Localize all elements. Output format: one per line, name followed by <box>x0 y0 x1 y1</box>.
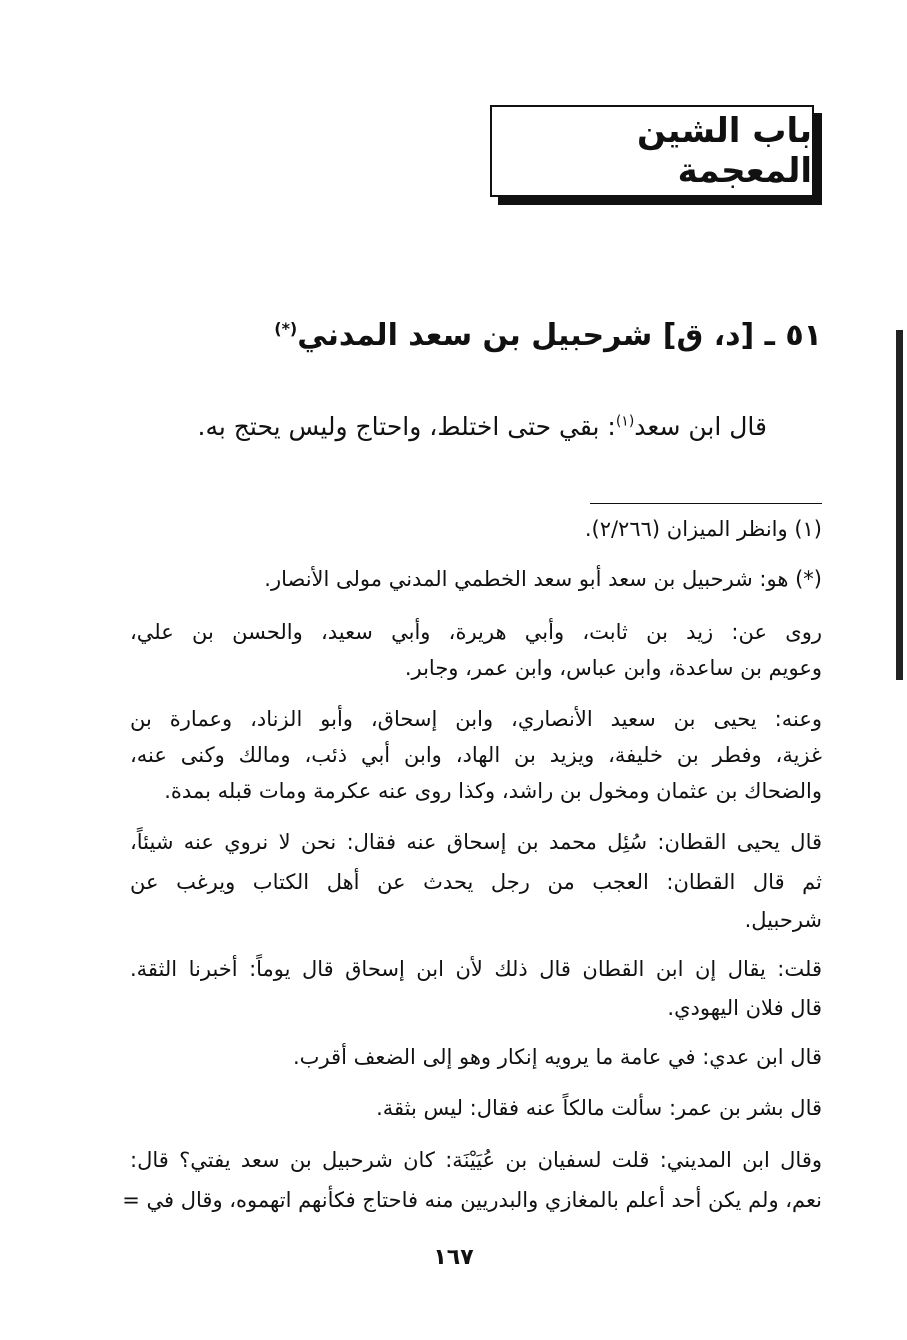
qattan-line-2: ثم قال القطان: العجب من رجل يحدث عن أهل الكتاب ويرغب عن <box>130 870 822 894</box>
madini-line-1: وقال ابن المديني: قلت لسفيان بن عُيَيْنَة: كان شرحبيل بن سعد يفتي؟ قال: <box>130 1148 822 1172</box>
anhu-line-3: والضحاك بن عثمان ومخول بن راشد، وكذا روى عنه عكرمة ومات قبله بمدة. <box>164 779 822 803</box>
page-number: ١٦٧ <box>433 1245 474 1270</box>
madini-line-2: نعم، ولم يكن أحد أعلم بالمغازي والبدريين منه فاحتاج فكأنهم اتهموه، وقال في = <box>122 1188 822 1212</box>
chapter-title: باب الشين المعجمة <box>636 111 812 191</box>
qult-line-2: قال فلان اليهودي. <box>667 996 822 1020</box>
entry-mark: (*) <box>274 319 298 338</box>
footnote-1: (١) وانظر الميزان (٢/٢٦٦). <box>584 517 822 541</box>
entry-name: شرحبيل بن سعد المدني <box>297 318 653 353</box>
chapter-title-box <box>490 105 814 197</box>
scan-edge-mark <box>896 330 903 680</box>
footnote-star: (*) هو: شرحبيل بن سعد أبو سعد الخطمي المدني مولى الأنصار. <box>264 567 822 591</box>
qattan-line-3: شرحبيل. <box>744 908 822 932</box>
qattan-line-1: قال يحيى القطان: سُئِل محمد بن إسحاق عنه فقال: نحن لا نروي عنه شيئاً، <box>130 830 822 854</box>
rawa-line-2: وعويم بن ساعدة، وابن عباس، وابن عمر، وجابر. <box>404 656 822 680</box>
footnote-divider <box>590 503 822 504</box>
intro-after-ref: : بقي حتى اختلط، واحتاج وليس يحتج به. <box>197 412 616 441</box>
bishr-line: قال بشر بن عمر: سألت مالكاً عنه فقال: ليس بثقة. <box>376 1096 822 1120</box>
footnote-ref-1: (١) <box>615 413 635 430</box>
entry-number: ٥١ ـ <box>764 318 822 353</box>
adi-line: قال ابن عدي: في عامة ما يرويه إنكار وهو إلى الضعف أقرب. <box>293 1045 822 1069</box>
rawa-line-1: روى عن: زيد بن ثابت، وأبي هريرة، وأبي سعيد، والحسن بن علي، <box>130 620 822 644</box>
intro-line <box>198 412 767 441</box>
entry-heading <box>274 318 822 353</box>
qult-line-1: قلت: يقال إن ابن القطان قال ذلك لأن ابن إسحاق قال يوماً: أخبرنا الثقة. <box>130 957 822 981</box>
anhu-line-2: غزية، وفطر بن خليفة، ويزيد بن الهاد، وابن أبي ذئب، ومالك وكنى عنه، <box>130 743 822 767</box>
entry-sigla: [د، ق] <box>662 318 755 353</box>
anhu-line-1: وعنه: يحيى بن سعيد الأنصاري، وابن إسحاق، وأبو الزناد، وعمارة بن <box>130 707 822 731</box>
intro-before-ref: قال ابن سعد <box>634 412 767 441</box>
